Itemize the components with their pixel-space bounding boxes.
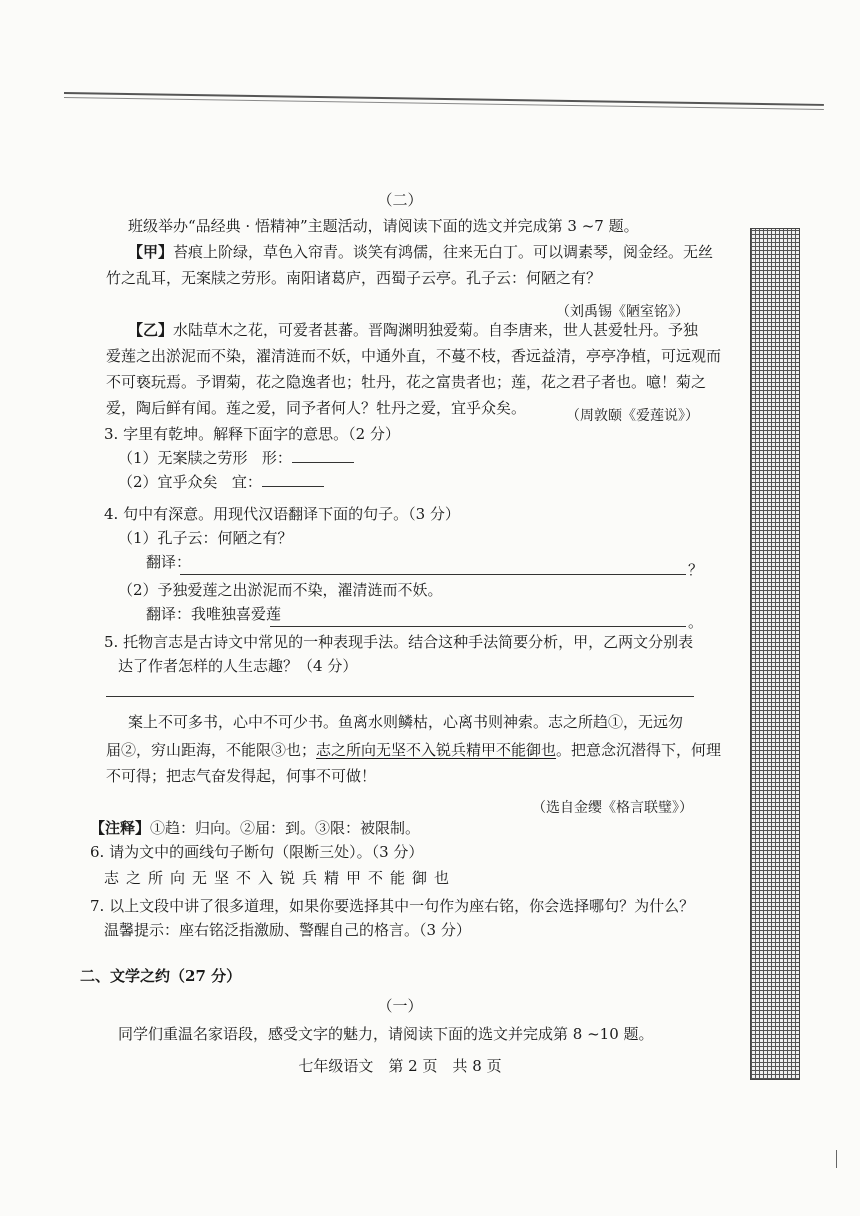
q4-item1: （1）孔子云：何陋之有？ [118,529,293,547]
passage-jia-line1 [128,242,713,262]
q6-sentence[interactable]: 志之所向无坚不入锐兵精甲不能御也 [104,869,457,887]
page-footer: 七年级语文 第 2 页 共 8 页 [298,1057,502,1075]
notes [90,818,420,838]
passage3-line1: 案上不可多书，心中不可少书。鱼离水则鳞枯，心离书则神索。志之所趋①，无远勿 [128,713,684,731]
q4-trans1-end: ？ [688,561,704,579]
passage-yi-line2: 爱莲之出淤泥而不染，濯清涟而不妖，中通外直，不蔓不枝，香远益清，亭亭净植，可远观而 [106,347,722,365]
q4-trans1-label: 翻译： [146,553,192,571]
passage3-line2-rest: 。把意念沉潜得下，何理 [556,741,722,759]
q3-answer1-blank[interactable] [292,448,354,463]
answer-grid-strip [750,228,800,1080]
q6-stem: 6. 请为文中的画线句子断句（限断三处）。（3 分） [90,843,424,861]
q5-answer-line[interactable] [106,696,694,697]
q3-item2-text: （2）宜乎众矣 [118,473,218,491]
q4-trans2-label: 翻译：我唯独喜爱莲 [146,605,282,623]
q3-item1 [118,448,354,468]
q7-line1: 7. 以上文段中讲了很多道理，如果你要选择其中一句作为座右铭，你会选择哪句？为什么？ [90,897,695,915]
q3-answer2-blank[interactable] [262,472,324,487]
passage3-underlined-sentence: 志之所向无坚不入锐兵精甲不能御也 [316,741,557,759]
q3-item2-word: 宜： [231,473,262,491]
q4-stem: 4. 句中有深意。用现代汉语翻译下面的句子。（3 分） [104,505,460,523]
passage3-line2-text: 届②，穷山距海，不能限③也； [106,741,317,759]
passage-yi-line4: 爱，陶后鲜有闻。莲之爱，同予者何人？牡丹之爱，宜乎众矣。 [106,399,527,417]
q4-trans2-end: 。 [688,613,704,631]
passage-yi-line3: 不可亵玩焉。予谓菊，花之隐逸者也；牡丹，花之富贵者也；莲，花之君子者也。噫！菊之 [106,373,707,391]
passage3-line3: 不可得；把志气奋发得起，何事不可做！ [106,767,377,785]
q3-stem: 3. 字里有乾坤。解释下面字的意思。（2 分） [104,425,400,443]
passage-jia-source: （刘禹锡《陋室铭》） [556,304,689,320]
passage-yi-label: 【乙】 [128,321,174,339]
section-heading: （二） [377,191,423,209]
q3-item2 [118,472,324,492]
q4-item2: （2）予独爱莲之出淤泥而不染，濯清涟而不妖。 [118,581,443,599]
q5-line1: 5. 托物言志是古诗文中常见的一种表现手法。结合这种手法简要分析，甲，乙两文分别表 [104,633,694,651]
q7-line2: 温馨提示：座右铭泛指激励、警醒自己的格言。（3 分） [104,921,471,939]
passage-yi-text: 水陆草木之花，可爱者甚蕃。晋陶渊明独爱菊。自李唐来，世人甚爱牡丹。予独 [173,321,699,339]
part2-intro: 同学们重温名家语段，感受文字的魅力，请阅读下面的选文并完成第 8 ~10 题。 [118,1025,654,1043]
sub1-heading: （一） [377,997,423,1015]
q4-answer1-line[interactable] [180,574,686,575]
intro-text: 班级举办“品经典 · 悟精神”主题活动，请阅读下面的选文并完成第 3 ~7 题。 [128,217,639,235]
passage-jia-line2: 竹之乱耳，无案牍之劳形。南阳诸葛庐，西蜀子云亭。孔子云：何陋之有？ [106,269,602,287]
passage-jia-label: 【甲】 [128,243,174,261]
edge-mark [836,1150,837,1168]
passage3-line2 [106,740,721,760]
q4-answer2-line[interactable] [270,626,686,627]
notes-label: 【注释】 [90,819,151,837]
notes-text: ①趋：归向。②届：到。③限：被限制。 [150,819,421,837]
q3-item1-word: 形： [261,449,292,467]
q3-item1-text: （1）无案牍之劳形 [118,449,248,467]
passage-yi-line1 [128,320,698,340]
passage3-source: （选自金缨《格言联璧》） [532,800,693,816]
passage-yi-source: （周敦颐《爱莲说》） [566,408,699,424]
part2-heading: 二、文学之约（27 分） [80,967,242,985]
q5-line2: 达了作者怎样的人生志趣？（4 分） [118,657,358,675]
passage-jia-text: 苔痕上阶绿，草色入帘青。谈笑有鸿儒，往来无白丁。可以调素琴，阅金经。无丝 [173,243,714,261]
